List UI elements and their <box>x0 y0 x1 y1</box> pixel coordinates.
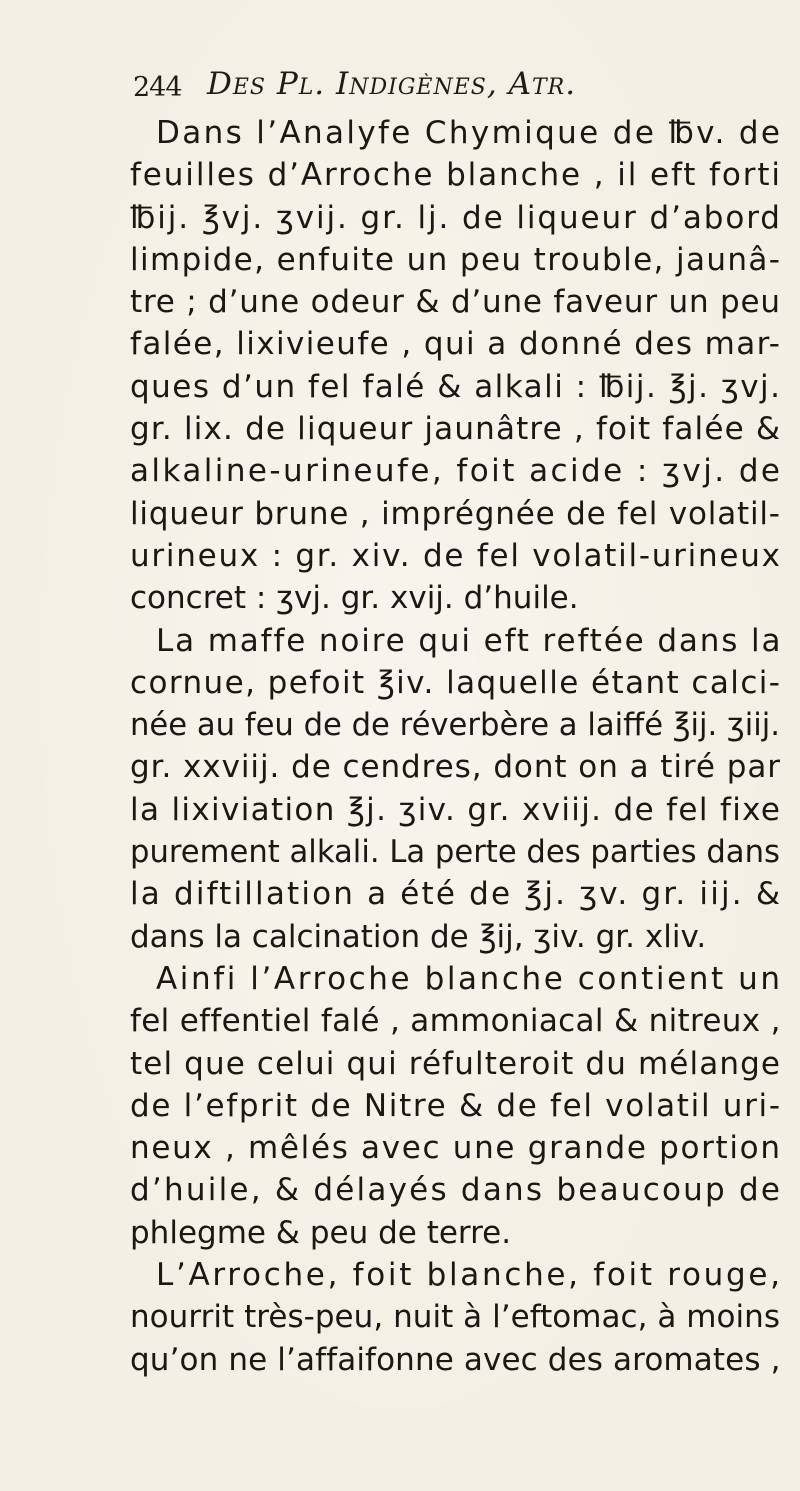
text-line: cornue, pefoit ℥iv. laquelle étant calci- <box>130 664 782 701</box>
text-line: ques d’un fel falé & alkali : ℔ij. ℥j. ʒvj. <box>130 368 782 405</box>
text-line: phlegme & peu de terre. <box>130 1214 512 1251</box>
text-line: d’huile, & délayés dans beaucoup de <box>130 1172 783 1209</box>
text-line: la lixiviation ℥j. ʒiv. gr. xviij. de fel fixe <box>130 791 782 828</box>
running-title: Des Pl. Indigènes, Atr. <box>207 66 577 102</box>
text-line: tre ; d’une odeur & d’une faveur un peu <box>130 284 781 321</box>
text-line: alkaline-urineufe, foit acide : ʒvj. de <box>130 453 783 490</box>
text-line: limpide, enfuite un peu trouble, jaunâ- <box>130 241 782 278</box>
text-line: fel effentiel falé , ammoniacal & nitreux , <box>130 1003 781 1040</box>
text-line: la diftillation a été de ℥j. ʒv. gr. iij. & <box>130 876 783 913</box>
text-line: dans la calcination de ℥ij, ʒiv. gr. xliv. <box>130 918 707 955</box>
text-line: purement alkali. La perte des parties dans <box>130 834 780 871</box>
text-line: Ainfi l’Arroche blanche contient un <box>156 960 783 997</box>
text-line: née au feu de de réverbère a laiffé ℥ij. ʒiij. <box>130 707 780 744</box>
page-header <box>133 66 773 114</box>
text-line: tel que celui qui réfulteroit du mélange <box>130 1045 782 1082</box>
text-line: gr. xxviij. de cendres, dont on a tiré par <box>130 749 781 786</box>
body-text <box>130 112 783 1381</box>
text-line: Dans l’Analyfe Chymique de ℔v. de <box>156 115 783 151</box>
text-line: falée, lixivieufe , qui a donné des mar- <box>130 326 782 363</box>
page-number: 244 <box>133 72 182 103</box>
text-line: L’Arroche, foit blanche, foit rouge, <box>156 1257 783 1294</box>
text-line: nourrit très-peu, nuit à l’eftomac, à moins <box>130 1299 781 1336</box>
text-line: gr. lix. de liqueur jaunâtre , foit falée & <box>130 411 782 448</box>
text-line: concret : ʒvj. gr. xvij. d’huile. <box>130 580 579 617</box>
text-line: liqueur brune , imprégnée de fel volatil- <box>130 495 781 532</box>
text-line: La maffe noire qui eft reftée dans la <box>156 622 783 659</box>
text-line: urineux : gr. xiv. de fel volatil-urineux <box>130 537 782 574</box>
text-line: neux , mêlés avec une grande portion <box>130 1130 782 1167</box>
text-line: feuilles d’Arroche blanche , il eft forti <box>130 157 782 194</box>
text-line: de l’efprit de Nitre & de fel volatil uri- <box>130 1087 782 1124</box>
text-line: qu’on ne l’affaifonne avec des aromates , <box>130 1341 781 1378</box>
text-line: ℔ij. ℥vj. ʒvij. gr. lj. de liqueur d’abord <box>130 199 782 236</box>
